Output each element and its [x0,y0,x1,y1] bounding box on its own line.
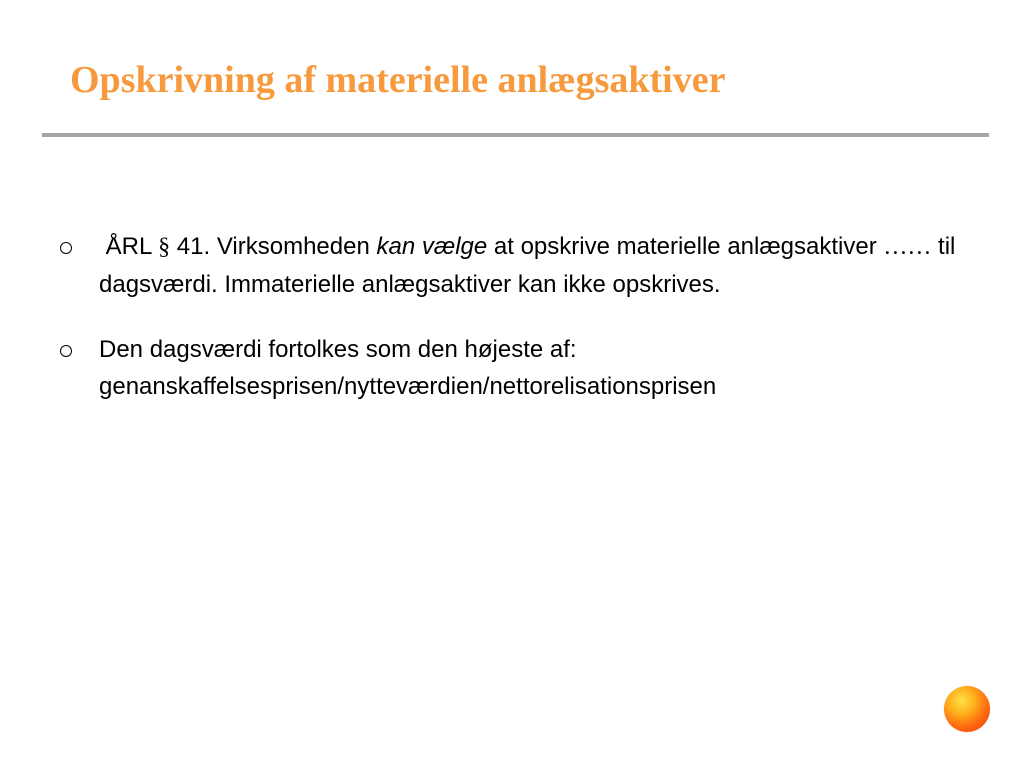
ellipsis: …… [883,234,932,260]
orange-orb-icon [944,686,990,732]
law-prefix: ÅRL [105,233,159,260]
bullet-text: Den dagsværdi fortolkes som den højeste af: genanskaffelsesprisen/nytteværdien/nettorelisationsprisen [99,336,717,400]
section-sign: § [158,234,171,260]
text-part-c: til dagsværdi. Immaterielle anlægsaktiver kan ikke opskrives. [99,233,956,298]
bullet-list [60,228,1010,405]
bullet-item-arl [60,228,1010,303]
hollow-circle-bullet-icon [60,242,72,254]
slide-title: Opskrivning af materielle anlægsaktiver [70,59,726,101]
bullet-text [99,233,955,298]
text-part-b: at opskrive materielle anlægsaktiver [487,233,884,260]
bullet-item-dagsvaerdi [60,331,1010,405]
hollow-circle-bullet-icon [60,345,72,357]
title-divider [42,133,989,137]
text-part-a: 41. Virksomheden [170,233,377,260]
emphasis-text: kan vælge [376,233,488,260]
